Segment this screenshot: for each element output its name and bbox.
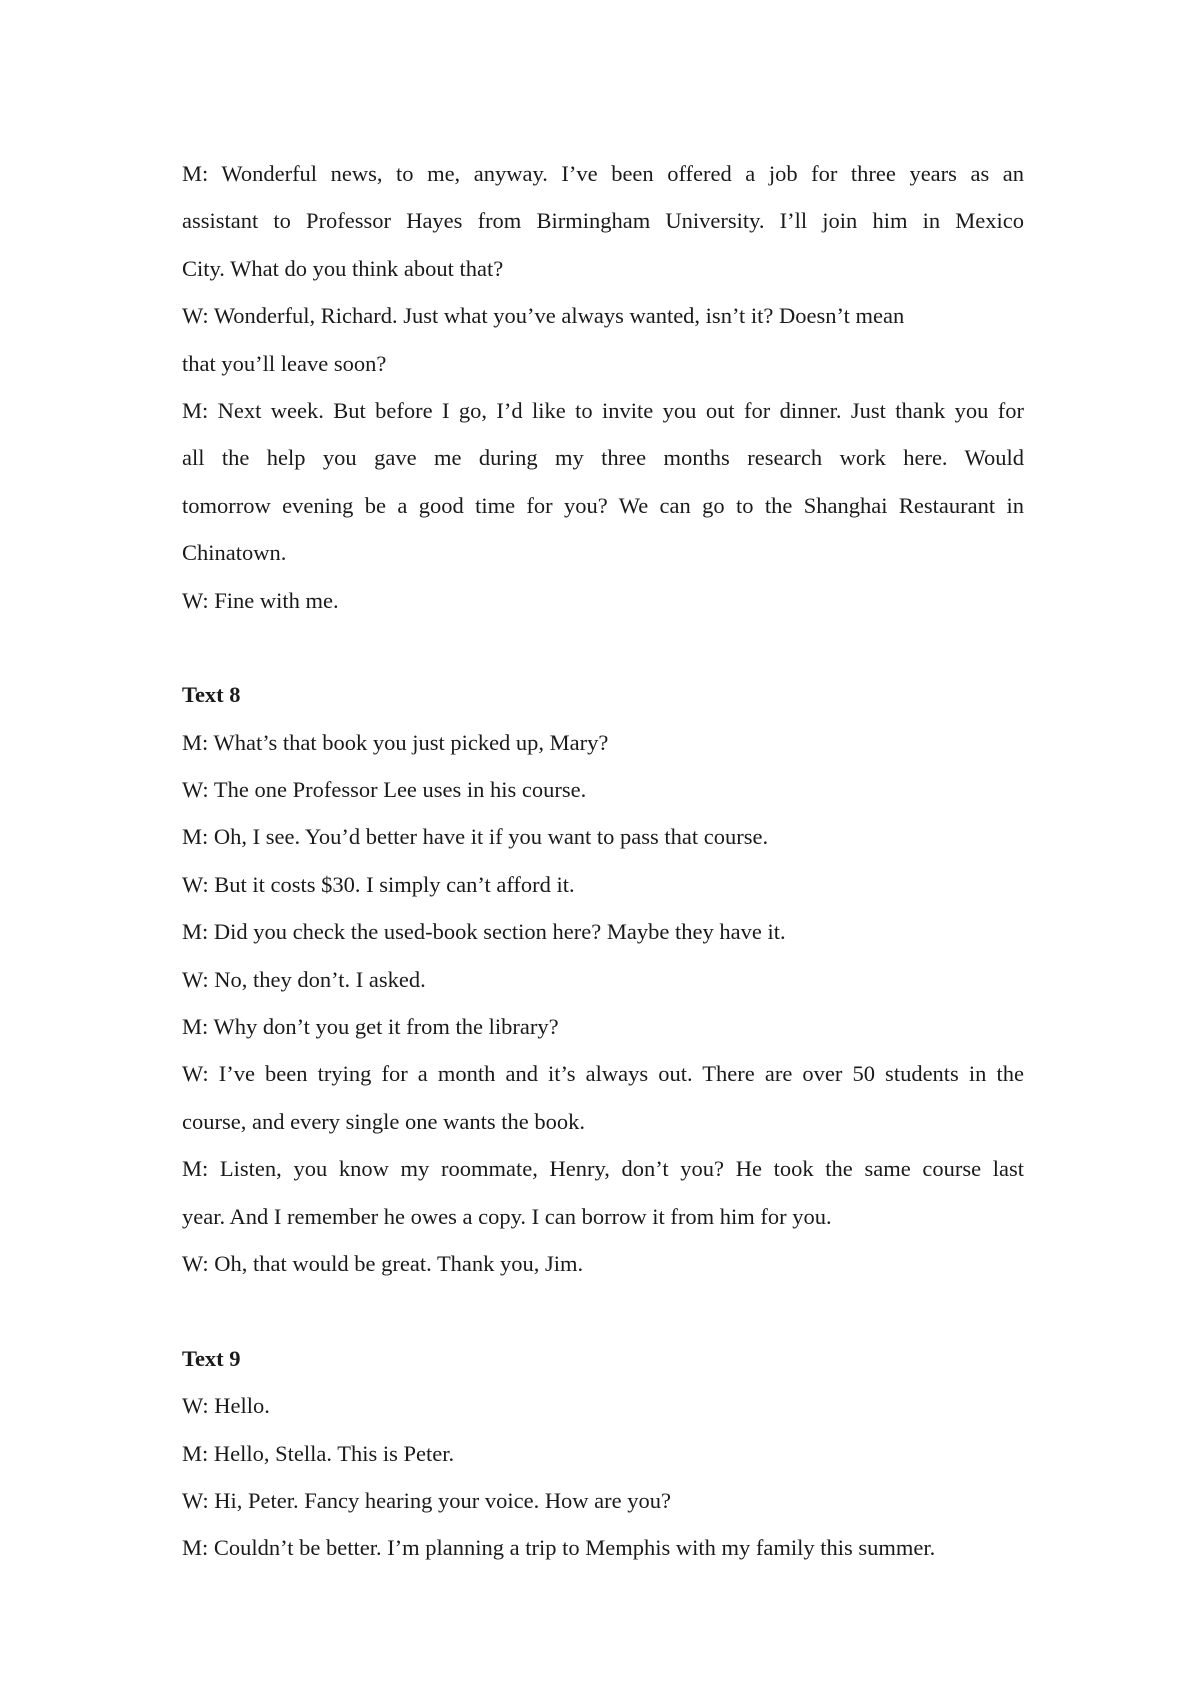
dialogue-line: course, and every single one wants the book. bbox=[182, 1108, 586, 1134]
document-body bbox=[182, 150, 1024, 1572]
section-gap bbox=[182, 624, 1024, 671]
dialogue-line: M: Listen, you know my roommate, Henry, don’t you? He took the same course last bbox=[182, 1156, 1024, 1182]
dialogue-line: year. And I remember he owes a copy. I can borrow it from him for you. bbox=[182, 1203, 832, 1229]
dialogue-line: W: Oh, that would be great. Thank you, Jim. bbox=[182, 1250, 584, 1276]
dialogue-line: that you’ll leave soon? bbox=[182, 350, 387, 376]
dialogue-line: Chinatown. bbox=[182, 540, 287, 566]
dialogue-line: M: Couldn’t be better. I’m planning a trip to Memphis with my family this summer. bbox=[182, 1535, 936, 1561]
dialogue-line: City. What do you think about that? bbox=[182, 255, 504, 281]
dialogue-line: assistant to Professor Hayes from Birmingham University. I’ll join him in Mexico bbox=[182, 208, 1024, 234]
dialogue-line: W: I’ve been trying for a month and it’s always out. There are over 50 students in the bbox=[182, 1061, 1024, 1087]
dialogue-line: W: Wonderful, Richard. Just what you’ve always wanted, isn’t it? Doesn’t mean bbox=[182, 303, 905, 329]
dialogue-line: M: What’s that book you just picked up, Mary? bbox=[182, 729, 609, 755]
dialogue-line: W: Hi, Peter. Fancy hearing your voice. How are you? bbox=[182, 1487, 672, 1513]
dialogue-line: W: Hello. bbox=[182, 1393, 270, 1419]
dialogue-line: M: Wonderful news, to me, anyway. I’ve been offered a job for three years as an bbox=[182, 161, 1024, 186]
dialogue-line: M: Why don’t you get it from the library? bbox=[182, 1014, 559, 1040]
section-heading-text9: Text 9 bbox=[182, 1345, 241, 1371]
dialogue-line: W: But it costs $30. I simply can’t afford it. bbox=[182, 871, 575, 897]
dialogue-line: W: The one Professor Lee uses in his course. bbox=[182, 777, 587, 803]
dialogue-line: all the help you gave me during my three months research work here. Would bbox=[182, 445, 1024, 471]
dialogue-line: tomorrow evening be a good time for you? We can go to the Shanghai Restaurant in bbox=[182, 492, 1024, 518]
dialogue-line: M: Hello, Stella. This is Peter. bbox=[182, 1440, 455, 1466]
dialogue-line: M: Did you check the used-book section here? Maybe they have it. bbox=[182, 919, 786, 945]
section-gap bbox=[182, 1287, 1024, 1334]
dialogue-line: M: Next week. But before I go, I’d like to invite you out for dinner. Just thank you for bbox=[182, 397, 1024, 423]
dialogue-line: M: Oh, I see. You’d better have it if you want to pass that course. bbox=[182, 824, 769, 850]
dialogue-line: W: Fine with me. bbox=[182, 587, 339, 613]
dialogue-line: W: No, they don’t. I asked. bbox=[182, 966, 426, 992]
section-heading-text8: Text 8 bbox=[182, 682, 241, 708]
